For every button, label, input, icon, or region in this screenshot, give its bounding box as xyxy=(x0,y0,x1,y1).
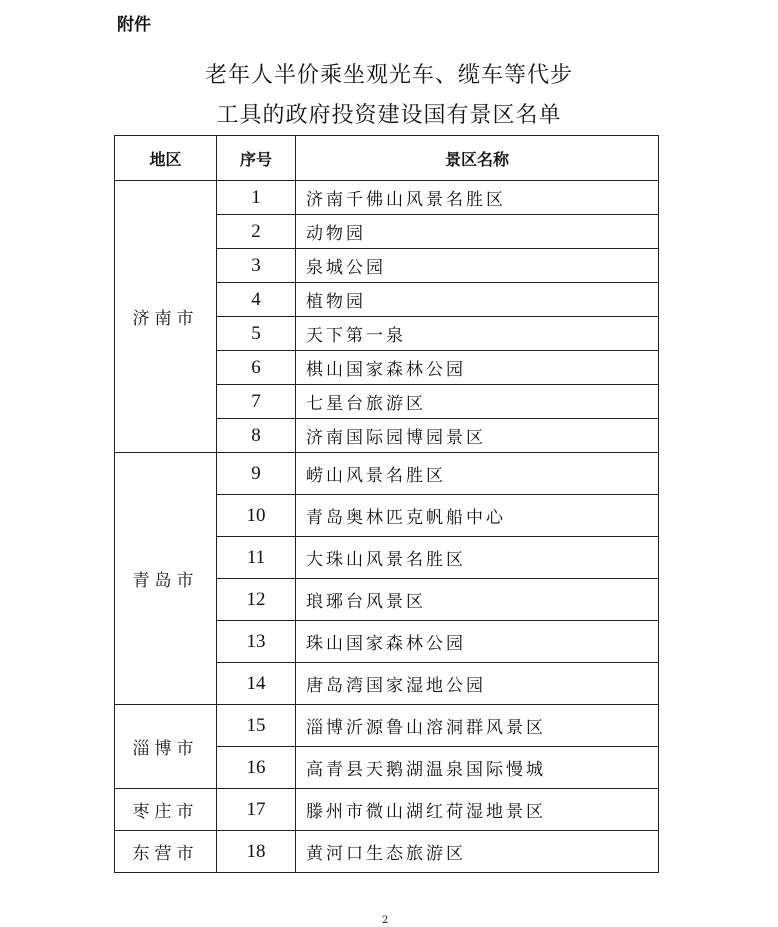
header-number: 序号 xyxy=(217,136,296,181)
scenic-name-cell: 泉城公园 xyxy=(296,249,659,283)
number-cell: 13 xyxy=(217,621,296,663)
number-cell: 6 xyxy=(217,351,296,385)
scenic-name-cell: 滕州市微山湖红荷湿地景区 xyxy=(296,789,659,831)
scenic-name-cell: 黄河口生态旅游区 xyxy=(296,831,659,873)
number-cell: 10 xyxy=(217,495,296,537)
scenic-name-cell: 高青县天鹅湖温泉国际慢城 xyxy=(296,747,659,789)
number-cell: 17 xyxy=(217,789,296,831)
table-row xyxy=(115,705,659,747)
number-cell: 8 xyxy=(217,419,296,453)
region-cell: 东营市 xyxy=(115,831,217,873)
region-cell: 青岛市 xyxy=(115,453,217,705)
scenic-name-cell: 青岛奥林匹克帆船中心 xyxy=(296,495,659,537)
scenic-name-cell: 淄博沂源鲁山溶洞群风景区 xyxy=(296,705,659,747)
scenic-name-cell: 棋山国家森林公园 xyxy=(296,351,659,385)
scenic-name-cell: 珠山国家森林公园 xyxy=(296,621,659,663)
scenic-name-cell: 济南千佛山风景名胜区 xyxy=(296,181,659,215)
scenic-name-cell: 植物园 xyxy=(296,283,659,317)
number-cell: 9 xyxy=(217,453,296,495)
table-row xyxy=(115,453,659,495)
scenic-name-cell: 唐岛湾国家湿地公园 xyxy=(296,663,659,705)
document-title-line-1: 老年人半价乘坐观光车、缆车等代步 xyxy=(204,63,573,88)
table-row xyxy=(115,789,659,831)
header-scenic-name: 景区名称 xyxy=(296,136,659,181)
number-cell: 14 xyxy=(217,663,296,705)
scenic-name-cell: 琅琊台风景区 xyxy=(296,579,659,621)
scenic-name-cell: 济南国际园博园景区 xyxy=(296,419,659,453)
scenic-name-cell: 崂山风景名胜区 xyxy=(296,453,659,495)
number-cell: 15 xyxy=(217,705,296,747)
table-row xyxy=(115,181,659,215)
scenic-name-cell: 动物园 xyxy=(296,215,659,249)
header-region: 地区 xyxy=(115,136,217,181)
region-cell: 济南市 xyxy=(115,181,217,453)
region-cell: 枣庄市 xyxy=(115,789,217,831)
number-cell: 18 xyxy=(217,831,296,873)
region-cell: 淄博市 xyxy=(115,705,217,789)
number-cell: 2 xyxy=(217,215,296,249)
scenic-name-cell: 大珠山风景名胜区 xyxy=(296,537,659,579)
table-row xyxy=(115,831,659,873)
number-cell: 11 xyxy=(217,537,296,579)
number-cell: 16 xyxy=(217,747,296,789)
table-header-row xyxy=(115,136,659,181)
document-title-line-2: 工具的政府投资建设国有景区名单 xyxy=(216,103,562,128)
scenic-name-cell: 天下第一泉 xyxy=(296,317,659,351)
scenic-name-cell: 七星台旅游区 xyxy=(296,385,659,419)
page-number: 2 xyxy=(382,915,389,926)
scenic-area-table xyxy=(114,135,659,873)
number-cell: 7 xyxy=(217,385,296,419)
number-cell: 3 xyxy=(217,249,296,283)
number-cell: 5 xyxy=(217,317,296,351)
number-cell: 1 xyxy=(217,181,296,215)
number-cell: 12 xyxy=(217,579,296,621)
number-cell: 4 xyxy=(217,283,296,317)
attachment-label: 附件 xyxy=(117,15,151,35)
